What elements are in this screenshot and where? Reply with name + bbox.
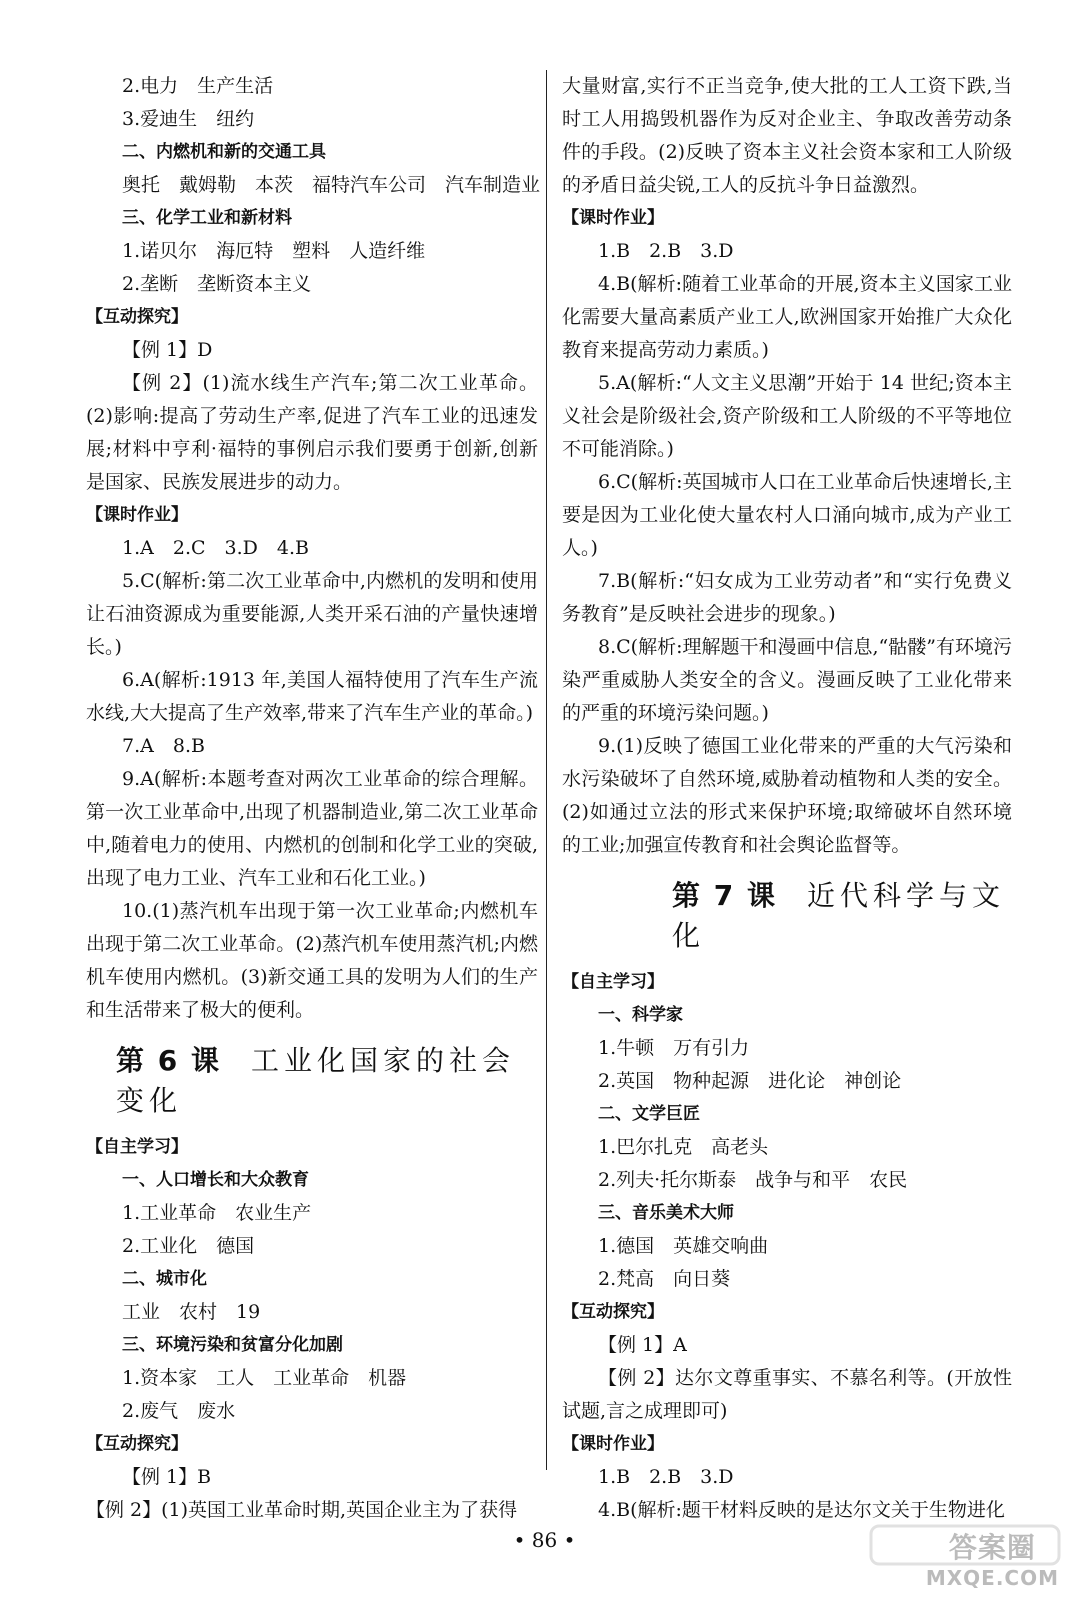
answer-5: 5.C(解析:第二次工业革命中,内燃机的发明和使用让石油资源成为重要能源,人类开采石油的产量快速增长。): [86, 570, 538, 658]
watermark-logo-text: 答案圈: [948, 1531, 1036, 1564]
left-bottom-line: 2.废气 废水: [122, 1400, 236, 1422]
left-top-line: 1.诺贝尔 海厄特 塑料 人造纤维: [122, 240, 426, 262]
watermark-text: [926, 1526, 1059, 1590]
right-column: [562, 70, 1012, 1527]
left-top-line: 3.爱迪生 纽约: [122, 108, 255, 130]
right-mid-line: 2.列夫·托尔斯泰 战争与和平 农民: [598, 1169, 908, 1191]
left-top-line: 【互动探究】: [86, 307, 188, 327]
left-top-line: 2.垄断 垄断资本主义: [122, 273, 312, 295]
left-bottom-line: 【互动探究】: [86, 1434, 188, 1454]
right-mid-line: 【例 1】A: [598, 1334, 687, 1356]
lesson-7-title: [562, 876, 1012, 956]
left-top-line: 三、化学工业和新材料: [122, 208, 292, 228]
lesson-6-number: 第 6 课: [116, 1044, 221, 1077]
answers-7-8: 7.A 8.B: [122, 735, 205, 757]
right-mid-line: 1.德国 英雄交响曲: [598, 1235, 769, 1257]
lesson-6-title: [86, 1041, 538, 1121]
homework-answers-1-3: 1.B 2.B 3.D: [598, 240, 734, 262]
answer-7-right: 7.B(解析:“妇女成为工业劳动者”和“实行免费义务教育”是反映社会进步的现象。): [562, 570, 1012, 625]
right-mid-line: 二、文学巨匠: [598, 1104, 700, 1124]
right-mid-line: 【互动探究】: [562, 1302, 664, 1322]
left-bottom-line: 1.工业革命 农业生产: [122, 1202, 312, 1224]
left-bottom-line: 工业 农村 19: [122, 1301, 261, 1323]
answer-5-right: 5.A(解析:“人文主义思潮”开始于 14 世纪;资本主义社会是阶级社会,资产阶级和工人阶级的不平等地位不可能消除。): [562, 372, 1012, 460]
right-mid-line: 【自主学习】: [562, 972, 664, 992]
homework-answers-1-3-b: 1.B 2.B 3.D: [598, 1466, 734, 1488]
lesson-7-number: 第 7 课: [672, 879, 777, 912]
left-top-line: 奥托 戴姆勒 本茨 福特汽车公司 汽车制造业: [122, 174, 541, 196]
left-bottom-line: 【自主学习】: [86, 1137, 188, 1157]
example-2-start: 【例 2】(1)英国工业革命时期,英国企业主为了获得: [86, 1499, 518, 1521]
lesson-6-name: 工业化国家的社会变化: [116, 1044, 515, 1117]
right-mid-line: 2.梵高 向日葵: [598, 1268, 731, 1290]
answer-9: 9.A(解析:本题考查对两次工业革命的综合理解。第一次工业革命中,出现了机器制造业,第二次工业革命中,随着电力的使用、内燃机的创制和化学工业的突破,出现了电力工业、汽车工业和石化工业。): [86, 768, 538, 889]
right-mid-lines: [562, 966, 1012, 1362]
example-2-answer-right: 【例 2】达尔文尊重事实、不慕名利等。(开放性试题,言之成理即可): [562, 1367, 1012, 1422]
left-bottom-line: 2.工业化 德国: [122, 1235, 255, 1257]
example-2-continuation: 大量财富,实行不正当竞争,使大批的工人工资下跌,当时工人用捣毁机器作为反对企业主、争取改善劳动条件的手段。(2)反映了资本主义社会资本家和工人阶级的矛盾日益尖锐,工人的反抗斗争日益激烈。: [562, 75, 1012, 196]
homework-heading-right-2: 【课时作业】: [562, 1434, 664, 1454]
answer-10: 10.(1)蒸汽机车出现于第一次工业革命;内燃机车出现于第二次工业革命。(2)蒸汽机车使用蒸汽机;内燃机车使用内燃机。(3)新交通工具的发明为人们的生产和生活带来了极大的便利。: [86, 900, 538, 1021]
homework-heading-right: 【课时作业】: [562, 208, 664, 228]
left-bottom-line: 1.资本家 工人 工业革命 机器: [122, 1367, 407, 1389]
right-mid-line: 一、科学家: [598, 1005, 683, 1025]
left-bottom-line: 二、城市化: [122, 1269, 207, 1289]
left-bottom-line: 【例 1】B: [122, 1466, 212, 1488]
answer-8-right: 8.C(解析:理解题干和漫画中信息,“骷髅”有环境污染严重威胁人类安全的含义。漫画反映了工业化带来的严重的环境污染问题。): [562, 636, 1012, 724]
homework-heading: 【课时作业】: [86, 505, 188, 525]
left-column: [86, 70, 541, 1527]
right-mid-line: 三、音乐美术大师: [598, 1203, 734, 1223]
page-number: • 86 •: [513, 1528, 576, 1552]
lesson-7-name: 近代科学与文化: [672, 879, 1005, 952]
homework-answers-1-4: 1.A 2.C 3.D 4.B: [122, 537, 309, 559]
right-mid-line: 1.巴尔扎克 高老头: [598, 1136, 769, 1158]
left-bottom-line: 三、环境污染和贫富分化加剧: [122, 1335, 343, 1355]
watermark-url: MXQE.COM: [925, 1566, 1059, 1590]
right-mid-line: 1.牛顿 万有引力: [598, 1037, 750, 1059]
example-2-answer: 【例 2】(1)流水线生产汽车;第二次工业革命。(2)影响:提高了劳动生产率,促进了汽车工业的迅速发展;材料中亨利·福特的事例启示我们要勇于创新,创新是国家、民族发展进步的动力。: [86, 372, 538, 493]
right-mid-line: 2.英国 物种起源 进化论 神创论: [598, 1070, 902, 1092]
answer-4-start: 4.B(解析:题干材料反映的是达尔文关于生物进化: [598, 1499, 1005, 1521]
answer-6-right: 6.C(解析:英国城市人口在工业革命后快速增长,主要是因为工业化使大量农村人口涌向城市,成为产业工人。): [562, 471, 1012, 559]
left-bottom-lines: [86, 1131, 538, 1494]
left-bottom-line: 一、人口增长和大众教育: [122, 1170, 309, 1190]
left-top-line: 二、内燃机和新的交通工具: [122, 142, 326, 162]
answer-9-right: 9.(1)反映了德国工业化带来的严重的大气污染和水污染破坏了自然环境,威胁着动植物和人类的安全。(2)如通过立法的形式来保护环境;取缔破坏自然环境的工业;加强宣传教育和社会舆论监督等。: [562, 735, 1012, 856]
column-divider: [546, 70, 547, 1470]
left-top-lines: [86, 70, 541, 367]
left-top-line: 2.电力 生产生活: [122, 75, 274, 97]
answer-4: 4.B(解析:随着工业革命的开展,资本主义国家工业化需要大量高素质产业工人,欧洲国家开始推广大众化教育来提高劳动力素质。): [562, 273, 1012, 361]
answer-6: 6.A(解析:1913 年,美国人福特使用了汽车生产流水线,大大提高了生产效率,带来了汽车生产业的革命。): [86, 669, 538, 724]
left-top-line: 【例 1】D: [122, 339, 213, 361]
